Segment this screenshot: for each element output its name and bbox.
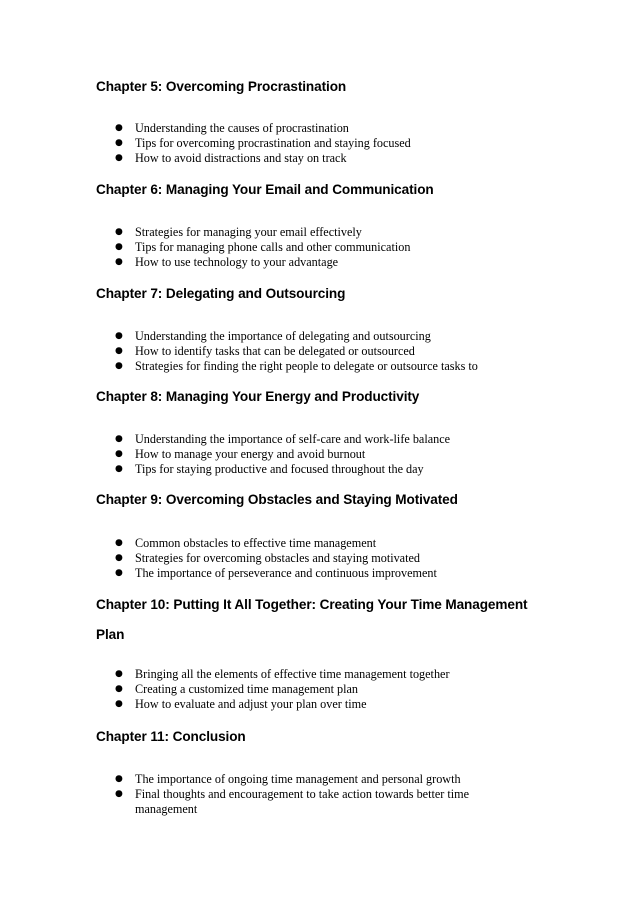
- bullet-icon: ●: [115, 361, 123, 371]
- chapter-5-section: [96, 72, 566, 166]
- list-item: ● Tips for staying productive and focused throughout the day: [115, 462, 424, 476]
- chapter-10-section: [96, 590, 541, 712]
- list-item: ● Strategies for finding the right people to delegate or outsource tasks to: [115, 359, 478, 373]
- chapter-11-list: [96, 772, 511, 817]
- bullet-icon: ●: [115, 346, 123, 356]
- bullet-icon: ●: [115, 774, 123, 784]
- chapter-7-section: [96, 279, 566, 374]
- chapter-5-title: Chapter 5: Overcoming Procrastination: [96, 79, 347, 94]
- bullet-icon: ●: [115, 669, 123, 679]
- chapter-5-list: [96, 121, 566, 166]
- chapter-8-list: [96, 432, 566, 477]
- list-item: ● Bringing all the elements of effective time management together: [115, 667, 450, 681]
- list-item: ● How to manage your energy and avoid burnout: [115, 447, 366, 461]
- chapter-7-title: Chapter 7: Delegating and Outsourcing: [96, 286, 346, 301]
- list-item: ● The importance of ongoing time management and personal growth: [115, 772, 461, 786]
- bullet-icon: ●: [115, 242, 123, 252]
- list-item: ● Tips for managing phone calls and other communication: [115, 240, 411, 254]
- chapter-6-section: [96, 175, 566, 270]
- bullet-icon: ●: [115, 331, 123, 341]
- chapter-9-section: [96, 485, 566, 581]
- bullet-icon: ●: [115, 789, 123, 799]
- list-item: ● Understanding the importance of self-care and work-life balance: [115, 432, 451, 446]
- bullet-icon: ●: [115, 123, 123, 133]
- chapter-11-title: Chapter 11: Conclusion: [96, 729, 246, 744]
- list-item: ● Creating a customized time management plan: [115, 682, 359, 696]
- bullet-icon: ●: [115, 684, 123, 694]
- bullet-icon: ●: [115, 538, 123, 548]
- bullet-icon: ●: [115, 553, 123, 563]
- list-item: ● How to avoid distractions and stay on track: [115, 151, 347, 165]
- list-item: ● Strategies for managing your email effectively: [115, 225, 362, 239]
- list-item: ● Common obstacles to effective time management: [115, 536, 377, 550]
- list-item: ● The importance of perseverance and continuous improvement: [115, 566, 437, 580]
- chapter-8-section: [96, 382, 566, 477]
- list-item: ● Understanding the importance of delegating and outsourcing: [115, 329, 431, 343]
- list-item: ● Tips for overcoming procrastination and staying focused: [115, 136, 411, 150]
- chapter-11-section: [96, 722, 511, 817]
- bullet-icon: ●: [115, 568, 123, 578]
- bullet-icon: ●: [115, 138, 123, 148]
- list-item: ● How to evaluate and adjust your plan over time: [115, 697, 367, 711]
- bullet-icon: ●: [115, 699, 123, 709]
- bullet-icon: ●: [115, 464, 123, 474]
- bullet-icon: ●: [115, 227, 123, 237]
- chapter-9-list: [96, 536, 566, 581]
- list-item: ● How to identify tasks that can be delegated or outsourced: [115, 344, 415, 358]
- bullet-icon: ●: [115, 257, 123, 267]
- list-item: ● How to use technology to your advantage: [115, 255, 339, 269]
- list-item: ● Strategies for overcoming obstacles and staying motivated: [115, 551, 420, 565]
- chapter-7-list: [96, 329, 566, 374]
- bullet-icon: ●: [115, 449, 123, 459]
- chapter-9-title: Chapter 9: Overcoming Obstacles and Staying Motivated: [96, 492, 458, 507]
- chapter-10-title: Chapter 10: Putting It All Together: Creating Your Time Management Plan: [96, 597, 528, 642]
- list-item: ● Final thoughts and encouragement to take action towards better time management: [115, 787, 470, 816]
- bullet-icon: ●: [115, 153, 123, 163]
- bullet-icon: ●: [115, 434, 123, 444]
- chapter-6-title: Chapter 6: Managing Your Email and Communication: [96, 182, 434, 197]
- list-item: ● Understanding the causes of procrastination: [115, 121, 349, 135]
- chapter-6-list: [96, 225, 566, 270]
- chapter-10-list: [96, 667, 541, 712]
- chapter-8-title: Chapter 8: Managing Your Energy and Productivity: [96, 389, 420, 404]
